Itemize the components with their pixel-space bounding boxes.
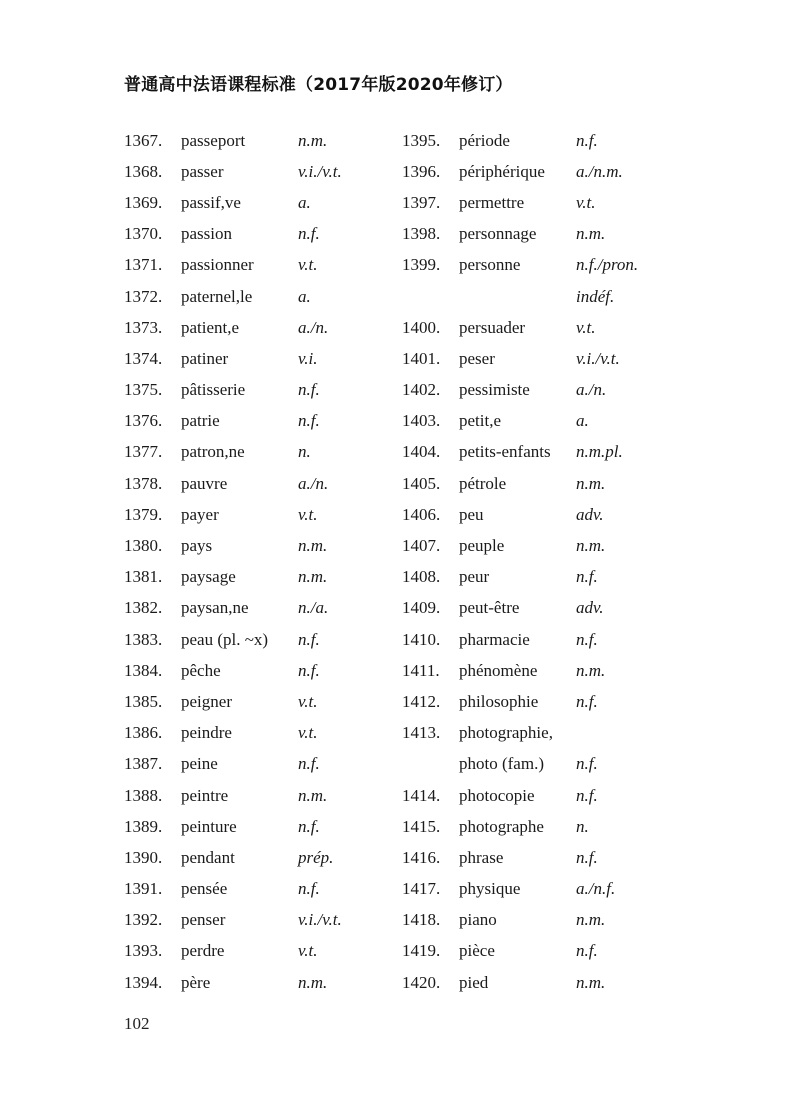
entry-word: peigner	[181, 691, 232, 711]
entry-word: passif,ve	[181, 192, 241, 212]
entry-part-of-speech: n.m.	[576, 224, 606, 244]
entry-part-of-speech: a./n.	[576, 380, 607, 400]
entry-word: peintre	[181, 785, 229, 805]
entry-word: peindre	[181, 723, 232, 743]
vocab-entry	[124, 219, 342, 250]
entry-part-of-speech: adv.	[576, 598, 604, 618]
vocab-entry	[402, 437, 638, 468]
entry-word: permettre	[459, 192, 525, 212]
entry-part-of-speech: n.f.	[576, 629, 598, 649]
entry-part-of-speech: a./n.m.	[576, 161, 623, 181]
entry-number: 1405.	[402, 473, 441, 493]
vocab-entry	[124, 437, 342, 468]
entry-number: 1402.	[402, 380, 441, 400]
entry-word: paysage	[181, 567, 236, 587]
entry-number: 1370.	[124, 224, 163, 244]
entry-part-of-speech: v.t.	[298, 941, 318, 961]
entry-word: patrie	[181, 411, 220, 431]
entry-number: 1390.	[124, 847, 163, 867]
entry-part-of-speech: n.f.	[298, 629, 320, 649]
entry-word: pensée	[181, 879, 228, 899]
entry-number: 1372.	[124, 286, 163, 306]
vocab-entry	[124, 593, 342, 624]
entry-part-of-speech: indéf.	[576, 286, 615, 306]
entry-word: persuader	[459, 317, 526, 337]
entry-number: 1376.	[124, 411, 163, 431]
entry-word: pêche	[181, 660, 221, 680]
entry-number: 1418.	[402, 910, 441, 930]
entry-number: 1399.	[402, 255, 441, 275]
vocab-entry	[124, 468, 342, 499]
entry-word: paysan,ne	[181, 598, 249, 618]
entry-number: 1419.	[402, 941, 441, 961]
vocab-entry	[124, 749, 342, 780]
entry-number: 1374.	[124, 348, 163, 368]
entry-number: 1407.	[402, 536, 441, 556]
vocab-entry	[402, 624, 638, 655]
entry-part-of-speech: n.f.	[576, 691, 598, 711]
entry-number: 1417.	[402, 879, 441, 899]
entry-part-of-speech: n.m.	[576, 473, 606, 493]
entry-word: peuple	[459, 536, 505, 556]
entry-word: patiner	[181, 348, 229, 368]
vocab-entry	[124, 686, 342, 717]
vocab-entry	[124, 780, 342, 811]
entry-word: penser	[181, 910, 226, 930]
vocab-entry	[124, 624, 342, 655]
entry-part-of-speech: adv.	[576, 504, 604, 524]
vocab-entry	[402, 187, 638, 218]
entry-part-of-speech: v.i./v.t.	[298, 910, 342, 930]
vocab-entry	[402, 499, 638, 530]
entry-word: personne	[459, 255, 521, 275]
entry-word: passeport	[181, 130, 246, 150]
vocab-entry	[124, 811, 342, 842]
entry-number: 1377.	[124, 442, 163, 462]
entry-part-of-speech: n.m.	[576, 660, 606, 680]
vocab-entry	[402, 655, 638, 686]
entry-part-of-speech: v.t.	[576, 192, 596, 212]
vocab-column-right	[402, 125, 638, 998]
entry-word: pays	[181, 536, 213, 556]
entry-word: physique	[459, 879, 521, 899]
entry-part-of-speech: n./a.	[298, 598, 329, 618]
vocab-entry	[124, 499, 342, 530]
vocab-entry	[402, 156, 638, 187]
entry-word: piano	[459, 910, 497, 930]
entry-part-of-speech: n.f.	[576, 130, 598, 150]
entry-number: 1382.	[124, 598, 163, 618]
entry-word: peau (pl. ~x)	[181, 629, 269, 649]
entry-number: 1406.	[402, 504, 441, 524]
entry-part-of-speech: n.f.	[298, 224, 320, 244]
vocab-entry	[402, 718, 638, 749]
vocab-entry	[402, 686, 638, 717]
entry-word: pendant	[181, 847, 235, 867]
vocab-entry	[124, 125, 342, 156]
entry-part-of-speech: n.f.	[576, 754, 598, 774]
entry-number: 1380.	[124, 536, 163, 556]
vocab-entry	[402, 842, 638, 873]
entry-part-of-speech: v.i./v.t.	[298, 161, 342, 181]
vocab-entry	[124, 156, 342, 187]
entry-part-of-speech: a.	[298, 192, 311, 212]
entry-number: 1379.	[124, 504, 163, 524]
entry-word: passer	[181, 161, 224, 181]
entry-number: 1389.	[124, 816, 163, 836]
entry-part-of-speech: v.t.	[298, 255, 318, 275]
entry-part-of-speech: prép.	[298, 847, 334, 867]
entry-word: peur	[459, 567, 490, 587]
entry-part-of-speech: n.f.	[576, 785, 598, 805]
vocab-entry	[124, 312, 342, 343]
vocab-entry	[402, 343, 638, 374]
entry-word: pièce	[459, 941, 495, 961]
vocab-entry	[402, 967, 638, 998]
entry-part-of-speech: n.m.	[576, 910, 606, 930]
vocab-entry	[402, 811, 638, 842]
entry-part-of-speech: v.t.	[576, 317, 596, 337]
entry-word: petits-enfants	[459, 442, 551, 462]
entry-part-of-speech: n.f./pron.	[576, 255, 639, 275]
entry-word: passion	[181, 224, 232, 244]
entry-number: 1392.	[124, 910, 163, 930]
entry-word: pharmacie	[459, 629, 530, 649]
entry-word: pétrole	[459, 473, 507, 493]
entry-number: 1387.	[124, 754, 163, 774]
entry-word: paternel,le	[181, 286, 253, 306]
vocab-entry	[402, 749, 638, 780]
entry-number: 1368.	[124, 161, 163, 181]
vocab-entry	[124, 874, 342, 905]
entry-part-of-speech: n.f.	[298, 380, 320, 400]
vocab-entry	[124, 406, 342, 437]
entry-number: 1369.	[124, 192, 163, 212]
entry-word: père	[181, 972, 211, 992]
entry-word: période	[459, 130, 510, 150]
entry-part-of-speech: a./n.f.	[576, 879, 616, 899]
entry-number: 1410.	[402, 629, 441, 649]
entry-number: 1385.	[124, 691, 163, 711]
vocab-entry	[402, 780, 638, 811]
entry-word: payer	[181, 504, 219, 524]
vocab-entry	[124, 375, 342, 406]
entry-part-of-speech: v.i./v.t.	[576, 348, 620, 368]
vocab-entry	[402, 530, 638, 561]
entry-number: 1397.	[402, 192, 441, 212]
entry-part-of-speech: n.m.	[298, 130, 328, 150]
vocab-entry	[124, 936, 342, 967]
entry-part-of-speech: n.	[576, 816, 589, 836]
entry-part-of-speech: n.f.	[298, 754, 320, 774]
entry-number: 1412.	[402, 691, 441, 711]
entry-word: perdre	[181, 941, 225, 961]
vocab-entry	[402, 281, 638, 312]
entry-part-of-speech: n.m.	[576, 972, 606, 992]
entry-number: 1420.	[402, 972, 441, 992]
entry-word: peut-être	[459, 598, 520, 618]
entry-number: 1367.	[124, 130, 163, 150]
vocab-entry	[402, 312, 638, 343]
entry-part-of-speech: v.t.	[298, 691, 318, 711]
entry-word: pied	[459, 972, 489, 992]
entry-part-of-speech: n.f.	[298, 411, 320, 431]
entry-part-of-speech: v.t.	[298, 723, 318, 743]
entry-number: 1413.	[402, 723, 441, 743]
entry-part-of-speech: n.m.	[298, 972, 328, 992]
vocab-entry	[402, 874, 638, 905]
vocab-entry	[124, 187, 342, 218]
entry-word: petit,e	[459, 411, 502, 431]
entry-number: 1409.	[402, 598, 441, 618]
entry-part-of-speech: a./n.	[298, 317, 329, 337]
entry-part-of-speech: a./n.	[298, 473, 329, 493]
entry-part-of-speech: n.f.	[576, 847, 598, 867]
entry-number: 1394.	[124, 972, 163, 992]
entry-word: peser	[459, 348, 495, 368]
vocab-entry	[402, 593, 638, 624]
entry-number: 1404.	[402, 442, 441, 462]
entry-part-of-speech: n.m.	[298, 536, 328, 556]
vocab-entry	[124, 967, 342, 998]
entry-number: 1384.	[124, 660, 163, 680]
vocab-entry	[402, 250, 638, 281]
entry-number: 1395.	[402, 130, 441, 150]
entry-word: patron,ne	[181, 442, 245, 462]
entry-word: photographie,	[459, 723, 553, 743]
entry-part-of-speech: n.m.pl.	[576, 442, 623, 462]
entry-part-of-speech: v.i.	[298, 348, 318, 368]
entry-number: 1398.	[402, 224, 441, 244]
entry-number: 1371.	[124, 255, 163, 275]
entry-word: philosophie	[459, 691, 539, 711]
vocab-entry	[124, 905, 342, 936]
entry-number: 1375.	[124, 380, 163, 400]
entry-word: phénomène	[459, 660, 538, 680]
entry-word: peine	[181, 754, 218, 774]
entry-number: 1403.	[402, 411, 441, 431]
vocab-entry	[402, 936, 638, 967]
vocab-entry	[402, 468, 638, 499]
entry-number: 1416.	[402, 847, 441, 867]
entry-number: 1415.	[402, 816, 441, 836]
entry-part-of-speech: n.m.	[576, 536, 606, 556]
entry-word: passionner	[181, 255, 254, 275]
entry-number: 1381.	[124, 567, 163, 587]
vocab-entry	[124, 530, 342, 561]
entry-part-of-speech: n.m.	[298, 785, 328, 805]
entry-word: peinture	[181, 816, 237, 836]
vocab-entry	[124, 842, 342, 873]
entry-number: 1373.	[124, 317, 163, 337]
entry-number: 1408.	[402, 567, 441, 587]
entry-word: patient,e	[181, 317, 240, 337]
entry-part-of-speech: v.t.	[298, 504, 318, 524]
page-number: 102	[124, 1014, 150, 1033]
entry-number: 1388.	[124, 785, 163, 805]
vocab-entry	[124, 281, 342, 312]
entry-part-of-speech: n.m.	[298, 567, 328, 587]
entry-word: photographe	[459, 816, 544, 836]
entry-number: 1393.	[124, 941, 163, 961]
vocab-entry	[402, 125, 638, 156]
entry-part-of-speech: n.f.	[298, 816, 320, 836]
entry-number: 1391.	[124, 879, 163, 899]
entry-part-of-speech: n.f.	[298, 879, 320, 899]
entry-part-of-speech: n.f.	[576, 567, 598, 587]
entry-part-of-speech: n.f.	[576, 941, 598, 961]
entry-number: 1386.	[124, 723, 163, 743]
entry-number: 1378.	[124, 473, 163, 493]
vocab-entry	[402, 905, 638, 936]
entry-number: 1411.	[402, 660, 440, 680]
vocab-column-left	[124, 125, 342, 998]
vocab-entry	[124, 343, 342, 374]
vocab-entry	[124, 655, 342, 686]
vocab-entry	[124, 250, 342, 281]
vocab-entry	[402, 406, 638, 437]
entry-number: 1396.	[402, 161, 441, 181]
entry-word: pâtisserie	[181, 380, 246, 400]
entry-number: 1401.	[402, 348, 441, 368]
entry-number: 1400.	[402, 317, 441, 337]
entry-part-of-speech: n.	[298, 442, 311, 462]
entry-word: pessimiste	[459, 380, 530, 400]
entry-number: 1383.	[124, 629, 163, 649]
entry-part-of-speech: a.	[576, 411, 589, 431]
page-header: 普通高中法语课程标准（2017年版2020年修订）	[124, 75, 513, 95]
entry-part-of-speech: a.	[298, 286, 311, 306]
entry-number: 1414.	[402, 785, 441, 805]
entry-word: pauvre	[181, 473, 228, 493]
vocab-entry	[402, 219, 638, 250]
vocab-entry	[124, 718, 342, 749]
entry-word: peu	[459, 504, 484, 524]
vocab-entry	[402, 562, 638, 593]
vocab-entry	[124, 562, 342, 593]
entry-word: photocopie	[459, 785, 535, 805]
entry-part-of-speech: n.f.	[298, 660, 320, 680]
entry-word: périphérique	[459, 161, 545, 181]
entry-word: photo (fam.)	[459, 754, 544, 774]
vocab-entry	[402, 375, 638, 406]
entry-word: phrase	[459, 847, 504, 867]
entry-word: personnage	[459, 224, 537, 244]
